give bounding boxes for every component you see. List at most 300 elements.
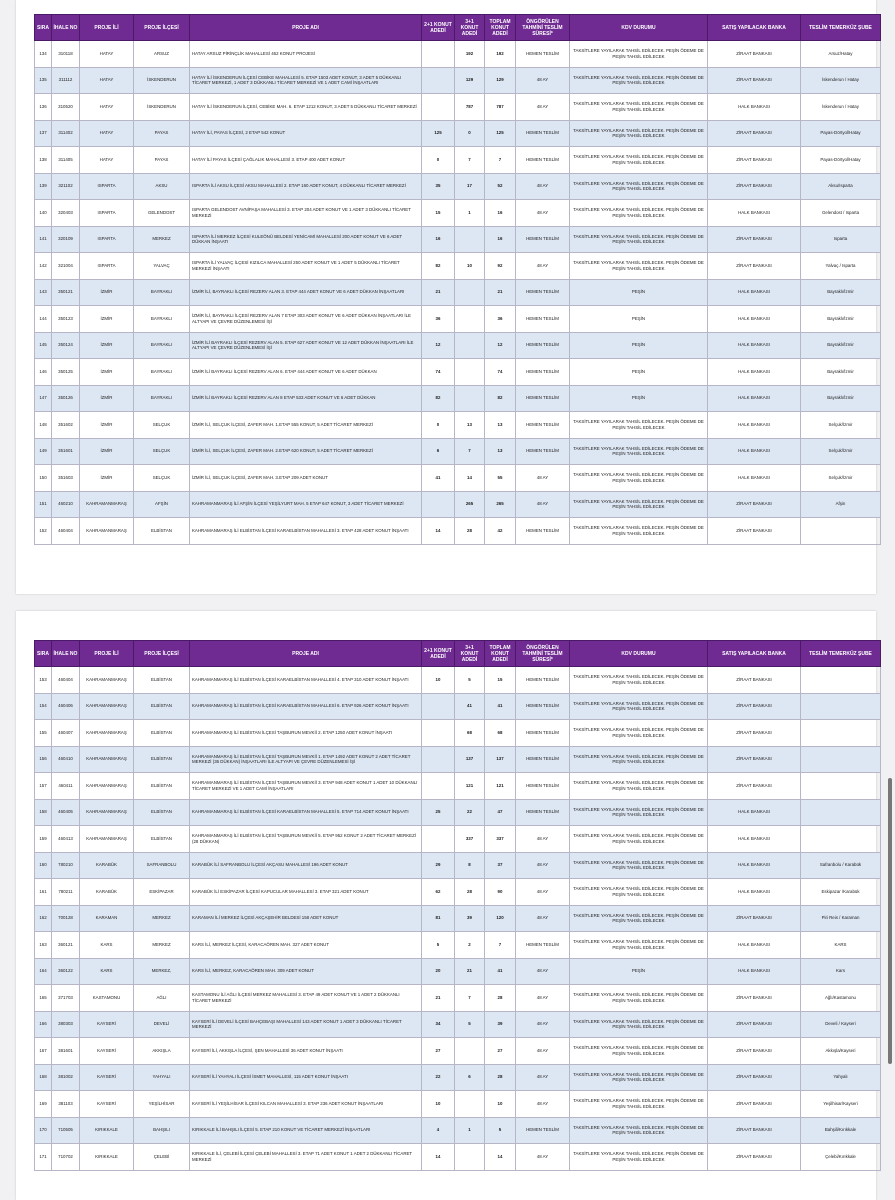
tender-no-cell: 351602 xyxy=(52,412,80,439)
table-row xyxy=(35,773,881,800)
total-units-cell: 92 xyxy=(485,253,516,280)
tender-no-cell: 350125 xyxy=(52,359,80,386)
column-header: PROJE İLÇESİ xyxy=(134,641,190,667)
vertical-scrollbar[interactable] xyxy=(888,778,892,1064)
row-number-cell: 163 xyxy=(35,932,52,959)
vat-status-cell: PEŞİN xyxy=(570,306,708,333)
vat-status-cell: TAKSİTLERE YAYILARAK TAHSİL EDİLECEK. PEŞİN ÖDEME DE PEŞİN TAHSİL EDİLECEK xyxy=(570,120,708,147)
table-row xyxy=(35,1091,881,1118)
units-3plus1-cell: 265 xyxy=(455,491,485,518)
units-3plus1-cell: 1 xyxy=(455,1117,485,1144)
row-number-cell: 165 xyxy=(35,985,52,1012)
column-header: PROJE ADI xyxy=(190,15,422,41)
project-name-cell: İZMİR İLİ, SELÇUK İLÇESİ, ZAFER MAH. 1.ETAP 555 KONUT, 5 ADET TİCARET MERKEZİ xyxy=(190,412,422,439)
tender-no-cell: 381103 xyxy=(52,1091,80,1118)
vat-status-cell: PEŞİN xyxy=(570,332,708,359)
district-cell: SELÇUK xyxy=(134,465,190,492)
vat-status-cell: TAKSİTLERE YAYILARAK TAHSİL EDİLECEK. PEŞİN ÖDEME DE PEŞİN TAHSİL EDİLECEK xyxy=(570,773,708,800)
total-units-cell: 7 xyxy=(485,932,516,959)
tender-no-cell: 321004 xyxy=(52,253,80,280)
province-cell: KAYSERİ xyxy=(80,1038,134,1065)
district-cell: BAYRAKLI xyxy=(134,385,190,412)
row-number-cell: 161 xyxy=(35,879,52,906)
delivery-branch-cell: Çelebi/Kırıkkale xyxy=(801,1144,881,1171)
bank-cell: HALK BANKASI xyxy=(708,279,801,306)
delivery-branch-cell xyxy=(801,799,881,826)
bank-cell: ZİRAAT BANKASI xyxy=(708,720,801,747)
bank-cell: HALK BANKASI xyxy=(708,852,801,879)
bank-cell: HALK BANKASI xyxy=(708,958,801,985)
housing-projects-table-2 xyxy=(34,640,881,1171)
tender-no-cell: 460406 xyxy=(52,693,80,720)
units-2plus1-cell: 41 xyxy=(422,465,455,492)
delivery-branch-cell: Bayraklı/İzmir xyxy=(801,385,881,412)
delivery-time-cell: 48 AY xyxy=(516,1144,570,1171)
district-cell: ESKİPAZAR xyxy=(134,879,190,906)
total-units-cell: 82 xyxy=(485,385,516,412)
table-row xyxy=(35,412,881,439)
delivery-time-cell: 48 AY xyxy=(516,985,570,1012)
project-name-cell: KARABÜK İLİ SAFRANBOLU İLÇESİ AKÇASU MAHALLESİ 196 ADET KONUT xyxy=(190,852,422,879)
delivery-time-cell: 48 AY xyxy=(516,1091,570,1118)
district-cell: SELÇUK xyxy=(134,438,190,465)
province-cell: ISPARTA xyxy=(80,173,134,200)
units-2plus1-cell: 16 xyxy=(422,226,455,253)
delivery-time-cell: 48 AY xyxy=(516,1038,570,1065)
project-name-cell: HATAY ARSUZ PİRİNÇLİK MAHALLESİ 462 KONUT PROJESİ xyxy=(190,41,422,68)
district-cell: İSKENDERUN xyxy=(134,94,190,121)
table-body xyxy=(35,667,881,1171)
table-row xyxy=(35,147,881,174)
total-units-cell: 120 xyxy=(485,905,516,932)
delivery-time-cell: HEMEN TESLİM xyxy=(516,41,570,68)
tender-no-cell: 350123 xyxy=(52,306,80,333)
column-header: SATIŞ YAPILACAK BANKA xyxy=(708,641,801,667)
table-row xyxy=(35,306,881,333)
province-cell: KAHRAMANMARAŞ xyxy=(80,491,134,518)
district-cell: İSKENDERUN xyxy=(134,67,190,94)
document-page-1 xyxy=(16,0,876,594)
tender-no-cell: 460210 xyxy=(52,491,80,518)
tender-no-cell: 710702 xyxy=(52,1144,80,1171)
vat-status-cell: TAKSİTLERE YAYILARAK TAHSİL EDİLECEK. PEŞİN ÖDEME DE PEŞİN TAHSİL EDİLECEK xyxy=(570,905,708,932)
district-cell: PAYAS xyxy=(134,120,190,147)
table-row xyxy=(35,905,881,932)
delivery-time-cell: HEMEN TESLİM xyxy=(516,120,570,147)
row-number-cell: 168 xyxy=(35,1064,52,1091)
column-header: 2+1 KONUT ADEDİ xyxy=(422,641,455,667)
vat-status-cell: TAKSİTLERE YAYILARAK TAHSİL EDİLECEK. PEŞİN ÖDEME DE PEŞİN TAHSİL EDİLECEK xyxy=(570,67,708,94)
delivery-branch-cell: Piri Reis / Karaman xyxy=(801,905,881,932)
district-cell: BAYRAKLI xyxy=(134,279,190,306)
delivery-branch-cell: Safranbolu / Karabük xyxy=(801,852,881,879)
province-cell: İZMİR xyxy=(80,332,134,359)
table-row xyxy=(35,1064,881,1091)
tender-no-cell: 311405 xyxy=(52,147,80,174)
vat-status-cell: PEŞİN xyxy=(570,958,708,985)
delivery-branch-cell: Yahyalı xyxy=(801,1064,881,1091)
units-2plus1-cell: 0 xyxy=(422,412,455,439)
district-cell: YALVAÇ xyxy=(134,253,190,280)
province-cell: KAHRAMANMARAŞ xyxy=(80,826,134,853)
units-2plus1-cell: 10 xyxy=(422,1091,455,1118)
total-units-cell: 41 xyxy=(485,958,516,985)
delivery-branch-cell: Afşin xyxy=(801,491,881,518)
total-units-cell: 192 xyxy=(485,41,516,68)
table-row xyxy=(35,67,881,94)
province-cell: HATAY xyxy=(80,147,134,174)
delivery-branch-cell: Bayraklı/İzmir xyxy=(801,332,881,359)
units-3plus1-cell: 129 xyxy=(455,67,485,94)
project-name-cell: KAHRAMANMARAŞ İLİ ELBİSTAN İLÇESİ TAŞBURUN MEVKİİ 1. ETAP 1492 ADET KONUT 2 ADET TİCARET MERKEZİ (36 DÜKKAN) İNŞAATLARI İLE ALTYAPI VE ÇEVRE DÜZENLEMESİ İŞİ xyxy=(190,746,422,773)
units-2plus1-cell xyxy=(422,826,455,853)
total-units-cell: 15 xyxy=(485,667,516,694)
bank-cell: HALK BANKASI xyxy=(708,826,801,853)
project-name-cell: KARAMAN İLİ MERKEZ İLÇESİ AKÇAŞEHİR BELDESİ 158 ADET KONUT xyxy=(190,905,422,932)
table-row xyxy=(35,465,881,492)
tender-no-cell: 350124 xyxy=(52,332,80,359)
delivery-time-cell: HEMEN TESLİM xyxy=(516,412,570,439)
district-cell: YEŞİLHİSAR xyxy=(134,1091,190,1118)
district-cell: BAHŞILI xyxy=(134,1117,190,1144)
bank-cell: ZİRAAT BANKASI xyxy=(708,1091,801,1118)
tender-no-cell: 350121 xyxy=(52,279,80,306)
units-2plus1-cell xyxy=(422,41,455,68)
units-3plus1-cell: 337 xyxy=(455,826,485,853)
vat-status-cell: TAKSİTLERE YAYILARAK TAHSİL EDİLECEK. PEŞİN ÖDEME DE PEŞİN TAHSİL EDİLECEK xyxy=(570,200,708,227)
total-units-cell: 28 xyxy=(485,985,516,1012)
tender-no-cell: 380303 xyxy=(52,1011,80,1038)
total-units-cell: 787 xyxy=(485,94,516,121)
row-number-cell: 170 xyxy=(35,1117,52,1144)
table-row xyxy=(35,1144,881,1171)
province-cell: KAHRAMANMARAŞ xyxy=(80,720,134,747)
province-cell: İZMİR xyxy=(80,385,134,412)
column-header: SATIŞ YAPILACAK BANKA xyxy=(708,15,801,41)
tender-no-cell: 360121 xyxy=(52,932,80,959)
row-number-cell: 150 xyxy=(35,465,52,492)
delivery-branch-cell: Bayraklı/İzmir xyxy=(801,306,881,333)
bank-cell: HALK BANKASI xyxy=(708,932,801,959)
tender-no-cell: 780210 xyxy=(52,852,80,879)
row-number-cell: 138 xyxy=(35,147,52,174)
delivery-time-cell: HEMEN TESLİM xyxy=(516,279,570,306)
units-3plus1-cell xyxy=(455,306,485,333)
units-3plus1-cell xyxy=(455,385,485,412)
total-units-cell: 21 xyxy=(485,279,516,306)
bank-cell: HALK BANKASI xyxy=(708,94,801,121)
total-units-cell: 16 xyxy=(485,226,516,253)
units-3plus1-cell: 6 xyxy=(455,1064,485,1091)
units-2plus1-cell: 62 xyxy=(422,879,455,906)
vat-status-cell: TAKSİTLERE YAYILARAK TAHSİL EDİLECEK. PEŞİN ÖDEME DE PEŞİN TAHSİL EDİLECEK xyxy=(570,1117,708,1144)
project-name-cell: KAYSERİ İLİ, AKKIŞLA İLÇESİ, ŞEN MAHALLESİ 36 ADET KONUT İNŞAATI xyxy=(190,1038,422,1065)
delivery-branch-cell: Yeşilhisar/Kayseri xyxy=(801,1091,881,1118)
delivery-branch-cell: Selçuk/İzmir xyxy=(801,438,881,465)
total-units-cell: 14 xyxy=(485,1144,516,1171)
vat-status-cell: TAKSİTLERE YAYILARAK TAHSİL EDİLECEK. PEŞİN ÖDEME DE PEŞİN TAHSİL EDİLECEK xyxy=(570,826,708,853)
table-row xyxy=(35,1038,881,1065)
delivery-branch-cell: Gelendost / Isparta xyxy=(801,200,881,227)
tender-no-cell: 460405 xyxy=(52,799,80,826)
project-name-cell: KAHRAMANMARAŞ İLİ ELBİSTAN İLÇESİ TAŞBURUN MEVKİİ 5. ETAP 952 KONUT 2 ADET TİCARET MERKEZİ (28 DÜKKAN) xyxy=(190,826,422,853)
district-cell: MERKEZ xyxy=(134,905,190,932)
row-number-cell: 155 xyxy=(35,720,52,747)
delivery-time-cell: 48 AY xyxy=(516,905,570,932)
total-units-cell: 36 xyxy=(485,306,516,333)
province-cell: KARABÜK xyxy=(80,852,134,879)
delivery-time-cell: HEMEN TESLİM xyxy=(516,359,570,386)
delivery-branch-cell xyxy=(801,667,881,694)
tender-no-cell: 310118 xyxy=(52,41,80,68)
table-row xyxy=(35,958,881,985)
delivery-branch-cell: Akkışla/Kayseri xyxy=(801,1038,881,1065)
project-name-cell: İZMİR İLİ BAYRAKLI İLÇESİ REZERV ALAN 5. ETAP 627 ADET KONUT VE 12 ADET DÜKKAN İNŞAATLARI İLE ALTYAPI VE ÇEVRE DÜZENLEMESİ İŞİ xyxy=(190,332,422,359)
vat-status-cell: TAKSİTLERE YAYILARAK TAHSİL EDİLECEK. PEŞİN ÖDEME DE PEŞİN TAHSİL EDİLECEK xyxy=(570,1011,708,1038)
row-number-cell: 134 xyxy=(35,41,52,68)
tender-no-cell: 320109 xyxy=(52,226,80,253)
bank-cell: ZİRAAT BANKASI xyxy=(708,985,801,1012)
units-3plus1-cell: 121 xyxy=(455,773,485,800)
province-cell: İZMİR xyxy=(80,465,134,492)
project-name-cell: HATAY İLİ İSKENDERUN İLÇESİ CEBİKE MAHALLESİ 5. ETAP 1503 ADET KONUT, 3 ADET 5 DÜKKANLI TİCARET MERKEZİ, 1 ADET 3 DÜKKANLI TİCARET MERKEZİ VE 1 ADET CAMİ İNŞAATLARI xyxy=(190,67,422,94)
table-body xyxy=(35,41,881,545)
province-cell: KIRIKKALE xyxy=(80,1117,134,1144)
units-2plus1-cell xyxy=(422,693,455,720)
delivery-branch-cell: Develi / Kayseri xyxy=(801,1011,881,1038)
bank-cell: HALK BANKASI xyxy=(708,438,801,465)
row-number-cell: 147 xyxy=(35,385,52,412)
table-row xyxy=(35,746,881,773)
delivery-time-cell: 48 AY xyxy=(516,67,570,94)
total-units-cell: 5 xyxy=(485,1117,516,1144)
tender-no-cell: 780211 xyxy=(52,879,80,906)
table-row xyxy=(35,932,881,959)
table-row xyxy=(35,852,881,879)
total-units-cell: 37 xyxy=(485,852,516,879)
vat-status-cell: TAKSİTLERE YAYILARAK TAHSİL EDİLECEK. PEŞİN ÖDEME DE PEŞİN TAHSİL EDİLECEK xyxy=(570,412,708,439)
bank-cell: ZİRAAT BANKASI xyxy=(708,905,801,932)
delivery-time-cell: HEMEN TESLİM xyxy=(516,932,570,959)
units-2plus1-cell: 36 xyxy=(422,306,455,333)
vat-status-cell: TAKSİTLERE YAYILARAK TAHSİL EDİLECEK. PEŞİN ÖDEME DE PEŞİN TAHSİL EDİLECEK xyxy=(570,518,708,545)
delivery-time-cell: HEMEN TESLİM xyxy=(516,720,570,747)
column-header: 3+1 KONUT ADEDİ xyxy=(455,641,485,667)
column-header: TESLİM TEMERKÜZ ŞUBE xyxy=(801,641,881,667)
table-row xyxy=(35,279,881,306)
province-cell: ISPARTA xyxy=(80,226,134,253)
delivery-branch-cell xyxy=(801,773,881,800)
tender-no-cell: 460411 xyxy=(52,773,80,800)
column-header: İHALE NO xyxy=(52,15,80,41)
units-3plus1-cell: 8 xyxy=(455,852,485,879)
units-2plus1-cell: 29 xyxy=(422,852,455,879)
district-cell: AKSU xyxy=(134,173,190,200)
delivery-branch-cell: Yalvaç / Isparta xyxy=(801,253,881,280)
delivery-time-cell: HEMEN TESLİM xyxy=(516,438,570,465)
row-number-cell: 160 xyxy=(35,852,52,879)
units-3plus1-cell: 28 xyxy=(455,879,485,906)
project-name-cell: İZMİR İLİ, SELÇUK İLÇESİ, ZAFER MAH. 2.ETAP 620 KONUT, 5 ADET TİCARET MERKEZİ xyxy=(190,438,422,465)
units-2plus1-cell xyxy=(422,67,455,94)
delivery-time-cell: HEMEN TESLİM xyxy=(516,385,570,412)
column-header: PROJE İLÇESİ xyxy=(134,15,190,41)
bank-cell: HALK BANKASI xyxy=(708,385,801,412)
units-3plus1-cell xyxy=(455,1091,485,1118)
units-3plus1-cell: 41 xyxy=(455,693,485,720)
delivery-time-cell: HEMEN TESLİM xyxy=(516,147,570,174)
project-name-cell: KAYSERİ İLİ YEŞİLHİSAR İLÇESİ KILCAN MAHALLESİ 3. ETAP 236 ADET KONUT İNŞAATLARI xyxy=(190,1091,422,1118)
project-name-cell: ISPARTA GELENDOST AVNİPAŞA MAHALLESİ 3. ETAP 204 ADET KONUT VE 1 ADET 3 DÜKKANLI TİCARET MERKEZİ xyxy=(190,200,422,227)
units-2plus1-cell: 125 xyxy=(422,120,455,147)
units-2plus1-cell: 14 xyxy=(422,518,455,545)
row-number-cell: 162 xyxy=(35,905,52,932)
tender-no-cell: 321102 xyxy=(52,173,80,200)
vat-status-cell: TAKSİTLERE YAYILARAK TAHSİL EDİLECEK. PEŞİN ÖDEME DE PEŞİN TAHSİL EDİLECEK xyxy=(570,667,708,694)
row-number-cell: 154 xyxy=(35,693,52,720)
district-cell: ELBİSTAN xyxy=(134,720,190,747)
delivery-branch-cell: Payas-Dörtyol/Hatay xyxy=(801,147,881,174)
delivery-time-cell: HEMEN TESLİM xyxy=(516,773,570,800)
bank-cell: ZİRAAT BANKASI xyxy=(708,147,801,174)
district-cell: ÇELEBİ xyxy=(134,1144,190,1171)
row-number-cell: 157 xyxy=(35,773,52,800)
row-number-cell: 151 xyxy=(35,491,52,518)
delivery-branch-cell: Ağlı/Kastamonu xyxy=(801,985,881,1012)
bank-cell: ZİRAAT BANKASI xyxy=(708,667,801,694)
province-cell: KAHRAMANMARAŞ xyxy=(80,746,134,773)
tender-no-cell: 460413 xyxy=(52,826,80,853)
total-units-cell: 129 xyxy=(485,67,516,94)
table-row xyxy=(35,359,881,386)
delivery-time-cell: 48 AY xyxy=(516,200,570,227)
project-name-cell: KARABÜK İLİ ESKİPAZAR İLÇESİ KAPUCULAR MAHALLESİ 3. ETAP 321 ADET KONUT xyxy=(190,879,422,906)
province-cell: İZMİR xyxy=(80,412,134,439)
province-cell: HATAY xyxy=(80,120,134,147)
units-3plus1-cell: 21 xyxy=(455,958,485,985)
bank-cell: ZİRAAT BANKASI xyxy=(708,1011,801,1038)
units-2plus1-cell: 82 xyxy=(422,385,455,412)
units-2plus1-cell xyxy=(422,773,455,800)
units-2plus1-cell xyxy=(422,94,455,121)
total-units-cell: 7 xyxy=(485,147,516,174)
table-row xyxy=(35,720,881,747)
province-cell: KAYSERİ xyxy=(80,1091,134,1118)
column-header: KDV DURUMU xyxy=(570,641,708,667)
vat-status-cell: TAKSİTLERE YAYILARAK TAHSİL EDİLECEK. PEŞİN ÖDEME DE PEŞİN TAHSİL EDİLECEK xyxy=(570,693,708,720)
province-cell: KAYSERİ xyxy=(80,1064,134,1091)
units-3plus1-cell xyxy=(455,332,485,359)
district-cell: YAHYALI xyxy=(134,1064,190,1091)
project-name-cell: İZMİR İLİ, BAYRAKLI İLÇESİ REZERV ALAN 7 ETAP 303 ADET KONUT VE 6 ADET DÜKKAN İNŞAATLARI İLE ALTYAPI VE ÇEVRE DÜZENLEMESİ İŞİ xyxy=(190,306,422,333)
units-2plus1-cell: 34 xyxy=(422,1011,455,1038)
vat-status-cell: TAKSİTLERE YAYILARAK TAHSİL EDİLECEK. PEŞİN ÖDEME DE PEŞİN TAHSİL EDİLECEK xyxy=(570,253,708,280)
project-name-cell: KIRIKKALE İLİ BAHŞILI İLÇESİ 5. ETAP 210 KONUT VE TİCARET MERKEZİ İNŞAATLARI xyxy=(190,1117,422,1144)
bank-cell: ZİRAAT BANKASI xyxy=(708,1038,801,1065)
project-name-cell: KIRIKKALE İLİ, ÇELEBİ İLÇESİ ÇELEBİ MAHALLESİ 3. ETAP 71 ADET KONUT 1 ADET 2 DÜKKANLI TİCARET MERKEZİ xyxy=(190,1144,422,1171)
units-2plus1-cell: 15 xyxy=(422,200,455,227)
table-row xyxy=(35,94,881,121)
total-units-cell: 47 xyxy=(485,799,516,826)
row-number-cell: 135 xyxy=(35,67,52,94)
delivery-time-cell: HEMEN TESLİM xyxy=(516,799,570,826)
total-units-cell: 10 xyxy=(485,1091,516,1118)
vat-status-cell: TAKSİTLERE YAYILARAK TAHSİL EDİLECEK. PEŞİN ÖDEME DE PEŞİN TAHSİL EDİLECEK xyxy=(570,147,708,174)
units-2plus1-cell: 27 xyxy=(422,1038,455,1065)
delivery-time-cell: 48 AY xyxy=(516,465,570,492)
column-header: TOPLAM KONUT ADEDİ xyxy=(485,641,516,667)
units-2plus1-cell: 14 xyxy=(422,1144,455,1171)
province-cell: İZMİR xyxy=(80,438,134,465)
vat-status-cell: TAKSİTLERE YAYILARAK TAHSİL EDİLECEK. PEŞİN ÖDEME DE PEŞİN TAHSİL EDİLECEK xyxy=(570,799,708,826)
total-units-cell: 27 xyxy=(485,1038,516,1065)
delivery-time-cell: 48 AY xyxy=(516,958,570,985)
province-cell: KAYSERİ xyxy=(80,1011,134,1038)
delivery-time-cell: HEMEN TESLİM xyxy=(516,667,570,694)
vat-status-cell: TAKSİTLERE YAYILARAK TAHSİL EDİLECEK. PEŞİN ÖDEME DE PEŞİN TAHSİL EDİLECEK xyxy=(570,1038,708,1065)
units-2plus1-cell: 20 xyxy=(422,958,455,985)
table-row xyxy=(35,173,881,200)
table-row xyxy=(35,826,881,853)
tender-no-cell: 360122 xyxy=(52,958,80,985)
district-cell: SELÇUK xyxy=(134,412,190,439)
delivery-branch-cell: İskenderun / Hatay xyxy=(801,67,881,94)
units-3plus1-cell: 7 xyxy=(455,438,485,465)
bank-cell: HALK BANKASI xyxy=(708,412,801,439)
row-number-cell: 169 xyxy=(35,1091,52,1118)
province-cell: KARAMAN xyxy=(80,905,134,932)
total-units-cell: 121 xyxy=(485,773,516,800)
project-name-cell: KAHRAMANMARAŞ İLİ ELBİSTAN İLÇESİ KARAELBİSTAN MAHALLESİ 4. ETAP 310 ADET KONUT İNŞAATI xyxy=(190,667,422,694)
project-name-cell: KAHRAMANMARAŞ İLİ AFŞİN İLÇESİ YEŞİLYURT MAH. 5 ETAP 647 KONUT, 3 ADET TİCARET MERKEZİ xyxy=(190,491,422,518)
units-3plus1-cell: 22 xyxy=(455,799,485,826)
row-number-cell: 166 xyxy=(35,1011,52,1038)
row-number-cell: 136 xyxy=(35,94,52,121)
tender-no-cell: 320403 xyxy=(52,200,80,227)
delivery-time-cell: HEMEN TESLİM xyxy=(516,746,570,773)
bank-cell: ZİRAAT BANKASI xyxy=(708,1064,801,1091)
units-2plus1-cell: 35 xyxy=(422,173,455,200)
units-3plus1-cell: 0 xyxy=(455,120,485,147)
district-cell: BAYRAKLI xyxy=(134,306,190,333)
bank-cell: ZİRAAT BANKASI xyxy=(708,1144,801,1171)
vat-status-cell: TAKSİTLERE YAYILARAK TAHSİL EDİLECEK. PEŞİN ÖDEME DE PEŞİN TAHSİL EDİLECEK xyxy=(570,1091,708,1118)
vat-status-cell: TAKSİTLERE YAYILARAK TAHSİL EDİLECEK. PEŞİN ÖDEME DE PEŞİN TAHSİL EDİLECEK xyxy=(570,879,708,906)
vat-status-cell: TAKSİTLERE YAYILARAK TAHSİL EDİLECEK. PEŞİN ÖDEME DE PEŞİN TAHSİL EDİLECEK xyxy=(570,985,708,1012)
bank-cell: ZİRAAT BANKASI xyxy=(708,773,801,800)
table-row xyxy=(35,1117,881,1144)
units-2plus1-cell: 4 xyxy=(422,1117,455,1144)
units-2plus1-cell: 5 xyxy=(422,932,455,959)
province-cell: KASTAMONU xyxy=(80,985,134,1012)
province-cell: KARS xyxy=(80,932,134,959)
row-number-cell: 152 xyxy=(35,518,52,545)
bank-cell: ZİRAAT BANKASI xyxy=(708,491,801,518)
total-units-cell: 55 xyxy=(485,465,516,492)
units-3plus1-cell: 7 xyxy=(455,147,485,174)
total-units-cell: 12 xyxy=(485,332,516,359)
project-name-cell: İZMİR İLİ, SELÇUK İLÇESİ, ZAFER MAH. 3.ETAP 209 ADET KONUT xyxy=(190,465,422,492)
table-row xyxy=(35,438,881,465)
project-name-cell: HATAY İLİ PAYAS İLÇESİ ÇAĞLALIK MAHALLESİ 3. ETAP 400 ADET KONUT xyxy=(190,147,422,174)
total-units-cell: 137 xyxy=(485,746,516,773)
delivery-branch-cell: Payas-Dörtyol/Hatay xyxy=(801,120,881,147)
delivery-branch-cell: Selçuk/İzmir xyxy=(801,412,881,439)
tender-no-cell: 381601 xyxy=(52,1038,80,1065)
total-units-cell: 13 xyxy=(485,412,516,439)
tender-no-cell: 350126 xyxy=(52,385,80,412)
total-units-cell: 90 xyxy=(485,879,516,906)
